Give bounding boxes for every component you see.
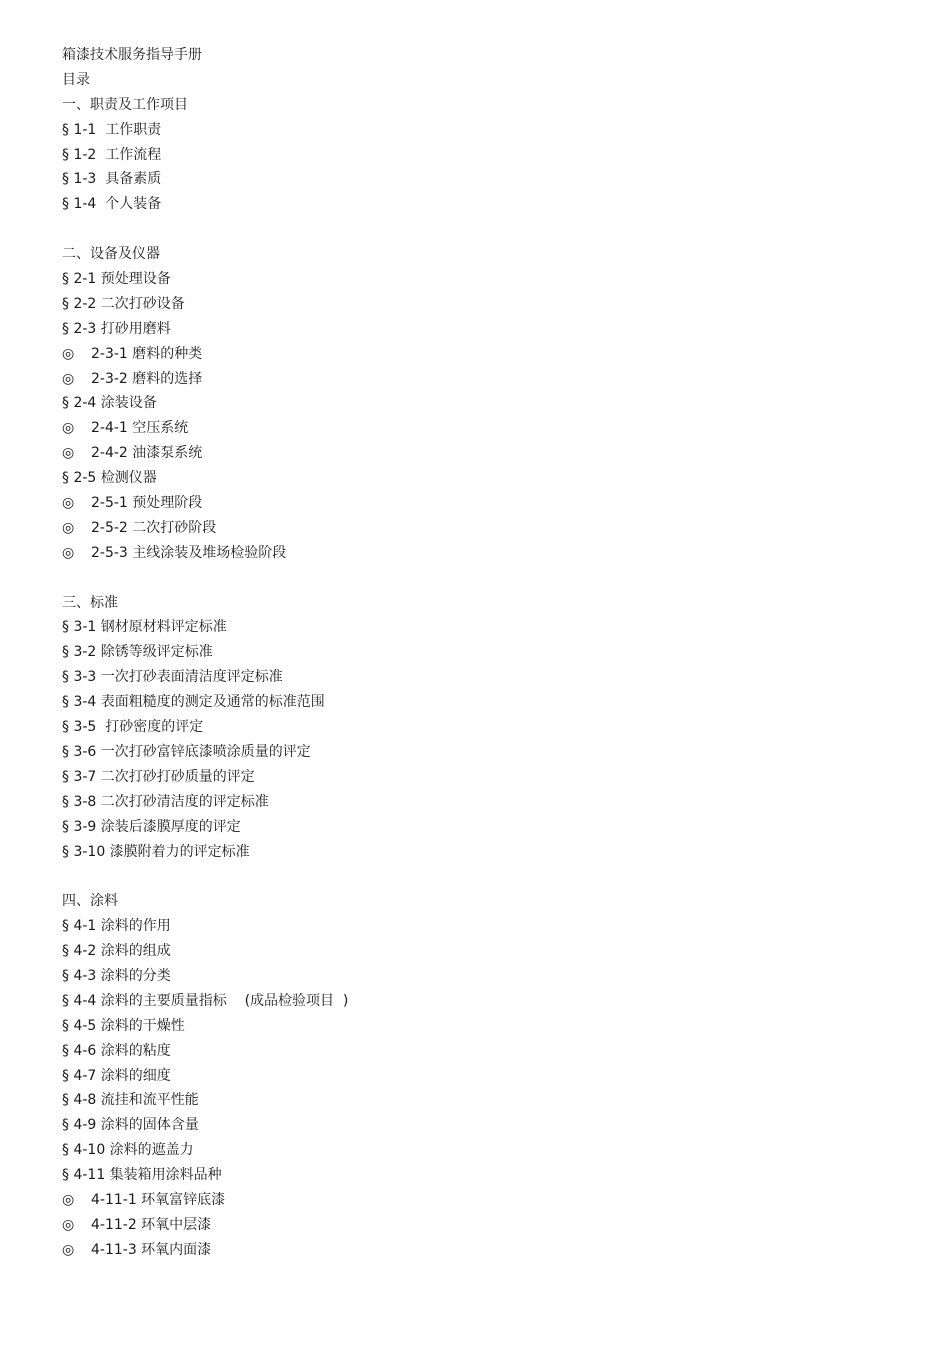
toc-entry: § 4-8 流挂和流平性能 — [62, 1092, 199, 1109]
toc-entry: § 2-5 检测仪器 — [62, 470, 157, 487]
toc-entry: § 3-4 表面粗糙度的测定及通常的标准范围 — [62, 694, 325, 711]
toc-subsection-entry — [62, 1213, 882, 1238]
toc-section-heading: 二、设备及仪器 — [62, 246, 160, 263]
toc-entry: § 3-10 漆膜附着力的评定标准 — [62, 843, 250, 860]
section-spacer — [62, 217, 882, 242]
section-spacer — [62, 566, 882, 591]
toc-entry: § 1-2 工作流程 — [62, 146, 162, 163]
double-circle-bullet-icon: ◎ — [62, 1241, 75, 1258]
toc-entry-label: 2-3-2 磨料的选择 — [91, 370, 203, 387]
toc-subsection-entry — [62, 367, 882, 392]
toc-entry-label: 2-5-2 二次打砂阶段 — [91, 519, 217, 536]
toc-entry: § 4-7 涂料的细度 — [62, 1067, 171, 1084]
toc-entry: § 3-7 二次打砂打砂质量的评定 — [62, 768, 255, 785]
double-circle-bullet-icon: ◎ — [62, 1216, 75, 1233]
toc-subsection-entry — [62, 342, 882, 367]
toc-entry: § 3-6 一次打砂富锌底漆喷涂质量的评定 — [62, 743, 311, 760]
toc-entry-label: 2-4-1 空压系统 — [91, 420, 189, 437]
toc-subsection-entry — [62, 541, 882, 566]
toc-entry: § 3-3 一次打砂表面清洁度评定标准 — [62, 669, 283, 686]
toc-entry: § 3-1 钢材原材料评定标准 — [62, 619, 227, 636]
toc-entry-label: 4-11-2 环氧中层漆 — [91, 1216, 212, 1233]
toc-entry-label: 4-11-3 环氧内面漆 — [91, 1241, 212, 1258]
toc-entry: § 2-1 预处理设备 — [62, 271, 171, 288]
double-circle-bullet-icon: ◎ — [62, 1191, 75, 1208]
document-title: 箱漆技术服务指导手册 — [62, 47, 202, 63]
toc-entry-label: 2-4-2 油漆泵系统 — [91, 445, 203, 462]
toc-entry: § 1-3 具备素质 — [62, 171, 162, 188]
toc-section-heading: 四、涂料 — [62, 893, 118, 910]
toc-entry: § 2-3 打砂用磨料 — [62, 320, 171, 337]
toc-page — [62, 43, 882, 1263]
toc-section-heading: 三、标准 — [62, 594, 118, 611]
double-circle-bullet-icon: ◎ — [62, 345, 75, 362]
double-circle-bullet-icon: ◎ — [62, 370, 75, 387]
toc-subsection-entry — [62, 491, 882, 516]
toc-entry-label: 2-3-1 磨料的种类 — [91, 345, 203, 362]
toc-entry: § 3-9 涂装后漆膜厚度的评定 — [62, 818, 241, 835]
double-circle-bullet-icon: ◎ — [62, 495, 75, 512]
double-circle-bullet-icon: ◎ — [62, 544, 75, 561]
table-of-contents — [62, 93, 882, 1263]
toc-subsection-entry — [62, 416, 882, 441]
toc-entry: § 4-1 涂料的作用 — [62, 918, 171, 935]
toc-entry: § 1-4 个人装备 — [62, 196, 162, 213]
double-circle-bullet-icon: ◎ — [62, 420, 75, 437]
toc-entry-label: 2-5-1 预处理阶段 — [91, 495, 203, 512]
double-circle-bullet-icon: ◎ — [62, 519, 75, 536]
toc-entry: § 4-3 涂料的分类 — [62, 967, 171, 984]
toc-entry: § 2-4 涂装设备 — [62, 395, 157, 412]
toc-entry: § 4-4 涂料的主要质量指标 (成品检验项目 ) — [62, 992, 349, 1009]
toc-entry: § 3-2 除锈等级评定标准 — [62, 644, 213, 661]
toc-entry: § 3-8 二次打砂清洁度的评定标准 — [62, 793, 269, 810]
double-circle-bullet-icon: ◎ — [62, 445, 75, 462]
toc-entry: § 4-2 涂料的组成 — [62, 943, 171, 960]
toc-entry: § 4-11 集装箱用涂料品种 — [62, 1167, 222, 1184]
toc-entry: § 1-1 工作职责 — [62, 121, 162, 138]
toc-entry: § 3-5 打砂密度的评定 — [62, 719, 204, 736]
toc-subsection-entry — [62, 516, 882, 541]
toc-entry: § 2-2 二次打砂设备 — [62, 295, 185, 312]
toc-section-heading: 一、职责及工作项目 — [62, 96, 188, 113]
toc-entry: § 4-10 涂料的遮盖力 — [62, 1142, 194, 1159]
toc-label: 目录 — [62, 71, 90, 88]
toc-entry: § 4-5 涂料的干燥性 — [62, 1017, 185, 1034]
section-spacer — [62, 864, 882, 889]
toc-entry-label: 4-11-1 环氧富锌底漆 — [91, 1191, 226, 1208]
toc-subsection-entry — [62, 1238, 882, 1263]
toc-entry: § 4-9 涂料的固体含量 — [62, 1117, 199, 1134]
toc-entry-label: 2-5-3 主线涂装及堆场检验阶段 — [91, 544, 287, 561]
toc-subsection-entry — [62, 441, 882, 466]
toc-subsection-entry — [62, 1188, 882, 1213]
toc-entry: § 4-6 涂料的粘度 — [62, 1042, 171, 1059]
